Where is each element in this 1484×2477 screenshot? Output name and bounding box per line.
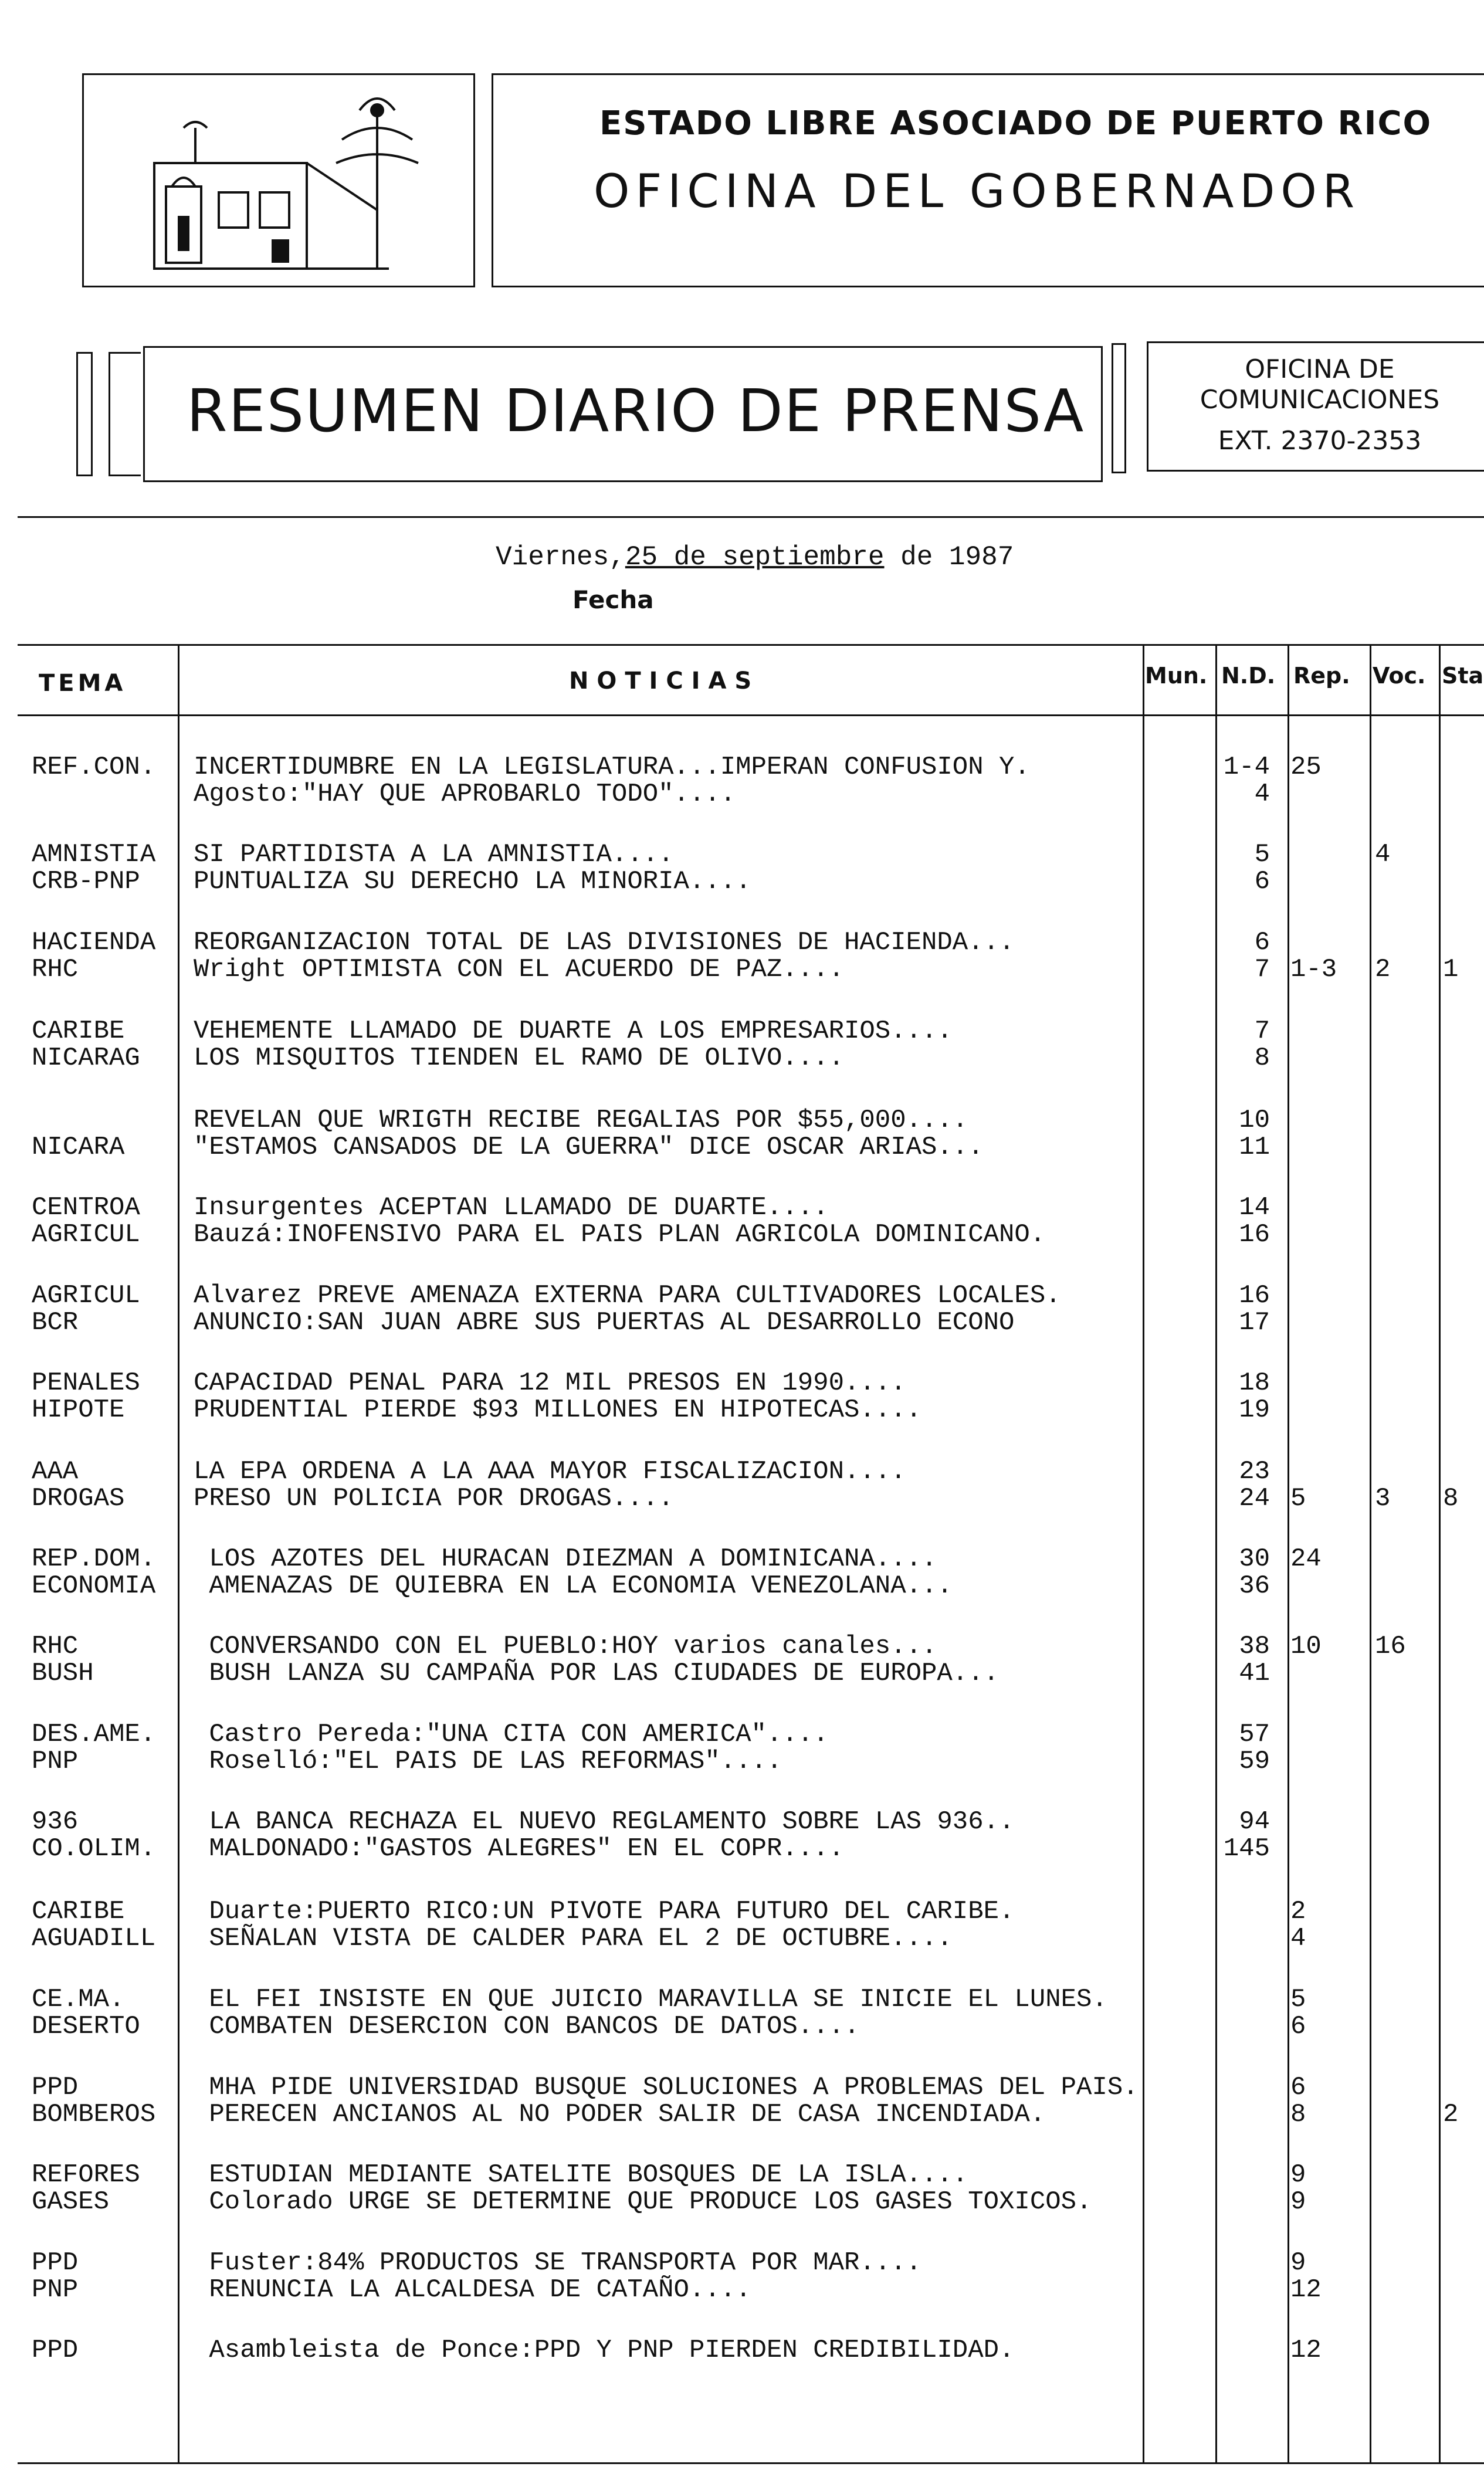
row-headline: Duarte:PUERTO RICO:UN PIVOTE PARA FUTURO DEL CARIBE. [194,1897,1015,1926]
row-rep: 5 [1290,1985,1306,2014]
table-row [0,1308,1484,1367]
row-tema: RHC [32,955,79,984]
table-row [0,2275,1484,2334]
row-voc: 16 [1375,1632,1406,1661]
row-nd: 11 [1239,1133,1270,1162]
row-tema: HIPOTE [32,1395,125,1425]
row-rep: 9 [1290,2187,1306,2217]
row-tema: DESERTO [32,2012,140,2041]
table-row [0,955,1484,1014]
fortaleza-logo [84,75,471,283]
row-tema: CENTROA [32,1193,140,1222]
table-row [0,780,1484,838]
row-nd: 16 [1239,1220,1270,1249]
row-tema: AGRICUL [32,1220,140,1249]
row-tema: CE.MA. [32,1985,125,2014]
row-rep: 4 [1290,1924,1306,1953]
row-headline: AMENAZAS DE QUIEBRA EN LA ECONOMIA VENEZOLANA... [194,1571,953,1601]
row-headline: INCERTIDUMBRE EN LA LEGISLATURA...IMPERAN CONFUSION Y. [194,753,1030,782]
row-tema: DES.AME. [32,1720,156,1749]
row-tema: REF.CON. [32,753,156,782]
row-tema: REFORES [32,2160,140,2190]
row-headline: REVELAN QUE WRIGTH RECIBE REGALIAS POR $55,000.... [194,1106,968,1135]
date-day: Viernes, [496,542,625,572]
date-value: 25 de septiembre [625,542,885,572]
row-headline: LOS AZOTES DEL HURACAN DIEZMAN A DOMINICANA.... [194,1544,937,1574]
row-voc: 4 [1375,840,1391,869]
table-top-rule [18,644,1484,646]
row-nd: 19 [1239,1395,1270,1425]
title-deco-left-2 [109,352,141,476]
row-nd: 18 [1239,1368,1270,1398]
row-headline: PRESO UN POLICIA POR DROGAS.... [194,1484,674,1513]
row-nd: 17 [1239,1308,1270,1337]
row-tema: AGRICUL [32,1281,140,1310]
table-row [0,1571,1484,1630]
row-headline: LA EPA ORDENA A LA AAA MAYOR FISCALIZACION.... [194,1457,906,1486]
row-headline: VEHEMENTE LLAMADO DE DUARTE A LOS EMPRESARIOS.... [194,1016,953,1046]
col-header-tema: TEMA [39,670,127,697]
row-tema: PPD [32,2073,79,2102]
row-headline: LA BANCA RECHAZA EL NUEVO REGLAMENTO SOBRE LAS 936.. [194,1807,1015,1836]
row-nd: 23 [1239,1457,1270,1486]
row-rep: 12 [1290,2275,1322,2305]
row-headline: Asambleista de Ponce:PPD Y PNP PIERDEN CREDIBILIDAD. [194,2336,1015,2365]
row-tema: PNP [32,1747,79,1776]
row-headline: CAPACIDAD PENAL PARA 12 MIL PRESOS EN 1990.... [194,1368,906,1398]
row-tema: PNP [32,2275,79,2305]
row-rep: 25 [1290,753,1322,782]
row-nd: 57 [1239,1720,1270,1749]
row-nd: 94 [1239,1807,1270,1836]
row-headline: Bauzá:INOFENSIVO PARA EL PAIS PLAN AGRICOLA DOMINICANO. [194,1220,1046,1249]
table-row [0,2012,1484,2071]
row-voc: 3 [1375,1484,1391,1513]
row-nd: 7 [1254,1016,1270,1046]
row-headline: SI PARTIDISTA A LA AMNISTIA.... [194,840,674,869]
row-nd: 5 [1254,840,1270,869]
row-tema: AAA [32,1457,79,1486]
row-tema: CO.OLIM. [32,1834,156,1863]
row-tema: BCR [32,1308,79,1337]
row-nd: 10 [1239,1106,1270,1135]
table-header-rule [18,714,1484,716]
row-sta: 8 [1443,1484,1459,1513]
row-nd: 41 [1239,1659,1270,1688]
row-headline: BUSH LANZA SU CAMPAÑA POR LAS CIUDADES DE EUROPA... [194,1659,1000,1688]
row-headline: EL FEI INSISTE EN QUE JUICIO MARAVILLA SE INICIE EL LUNES. [194,1985,1107,2014]
row-tema: 936 [32,1807,79,1836]
row-rep: 10 [1290,1632,1322,1661]
row-tema: REP.DOM. [32,1544,156,1574]
col-header-noticias: N O T I C I A S [569,667,752,694]
col-header-voc: Voc. [1373,663,1426,689]
row-rep: 12 [1290,2336,1322,2365]
row-nd: 30 [1239,1544,1270,1574]
row-nd: 4 [1254,780,1270,809]
row-nd: 16 [1239,1281,1270,1310]
table-row [0,1484,1484,1543]
row-headline: "ESTAMOS CANSADOS DE LA GUERRA" DICE OSCAR ARIAS... [194,1133,984,1162]
row-headline: MHA PIDE UNIVERSIDAD BUSQUE SOLUCIONES A PROBLEMAS DEL PAIS. [194,2073,1139,2102]
row-headline: SEÑALAN VISTA DE CALDER PARA EL 2 DE OCTUBRE.... [194,1924,953,1953]
row-tema: RHC [32,1632,79,1661]
row-tema: DROGAS [32,1484,125,1513]
table-row [0,1395,1484,1454]
comms-line-1: OFICINA DE [1245,354,1395,384]
col-header-sta: Sta [1442,663,1484,689]
row-tema: BOMBEROS [32,2100,156,2129]
table-row [0,1747,1484,1805]
table-row [0,1924,1484,1983]
row-nd: 1-4 [1223,753,1270,782]
row-tema: CRB-PNP [32,867,140,896]
row-sta: 1 [1443,955,1459,984]
comms-line-2: COMUNICACIONES [1200,385,1440,415]
row-tema: PPD [32,2248,79,2278]
row-headline: COMBATEN DESERCION CON BANCOS DE DATOS.... [194,2012,860,2041]
row-headline: PERECEN ANCIANOS AL NO PODER SALIR DE CASA INCENDIADA. [194,2100,1046,2129]
row-rep: 2 [1290,1897,1306,1926]
table-row [0,867,1484,926]
row-rep: 9 [1290,2160,1306,2190]
table-row [0,1834,1484,1893]
row-tema: PPD [32,2336,79,2365]
state-name: ESTADO LIBRE ASOCIADO DE PUERTO RICO [599,104,1432,143]
row-tema: GASES [32,2187,110,2217]
row-nd: 6 [1254,867,1270,896]
table-row [0,1133,1484,1191]
col-header-mun: Mun. [1145,663,1208,689]
logo-box [82,73,475,287]
row-tema: CARIBE [32,1016,125,1046]
row-tema: BUSH [32,1659,94,1688]
table-row [0,2100,1484,2159]
table-row [0,1043,1484,1102]
title-deco-right-1 [1112,343,1126,473]
row-tema: PENALES [32,1368,140,1398]
row-headline: Alvarez PREVE AMENAZA EXTERNA PARA CULTIVADORES LOCALES. [194,1281,1061,1310]
row-headline: Insurgentes ACEPTAN LLAMADO DE DUARTE.... [194,1193,829,1222]
table-row [0,1659,1484,1717]
title-deco-left-1 [76,352,93,476]
table-bottom-rule [18,2462,1484,2464]
row-voc: 2 [1375,955,1391,984]
row-nd: 7 [1254,955,1270,984]
page-title: RESUMEN DIARIO DE PRENSA [187,377,1085,445]
row-headline: Agosto:"HAY QUE APROBARLO TODO".... [194,780,736,809]
row-headline: PRUDENTIAL PIERDE $93 MILLONES EN HIPOTECAS.... [194,1395,922,1425]
office-name: OFICINA DEL GOBERNADOR [594,165,1361,218]
table-row [0,2336,1484,2394]
date-line [496,542,1014,572]
col-header-nd: N.D. [1221,663,1276,689]
comms-line-3: EXT. 2370-2353 [1218,426,1422,456]
row-tema: AMNISTIA [32,840,156,869]
row-nd: 59 [1239,1747,1270,1776]
row-headline: Castro Pereda:"UNA CITA CON AMERICA".... [194,1720,829,1749]
row-nd: 8 [1254,1043,1270,1073]
row-sta: 2 [1443,2100,1459,2129]
row-headline: ANUNCIO:SAN JUAN ABRE SUS PUERTAS AL DESARROLLO ECONO [194,1308,1015,1337]
header-rule [18,516,1484,518]
row-headline: Roselló:"EL PAIS DE LAS REFORMAS".... [194,1747,782,1776]
row-rep: 1-3 [1290,955,1337,984]
row-tema: NICARAG [32,1043,140,1073]
row-nd: 145 [1223,1834,1270,1863]
col-header-rep: Rep. [1293,663,1350,689]
row-nd: 6 [1254,928,1270,957]
date-year: de 1987 [884,542,1014,572]
date-label: Fecha [572,585,654,614]
row-nd: 36 [1239,1571,1270,1601]
row-nd: 24 [1239,1484,1270,1513]
row-headline: PUNTUALIZA SU DERECHO LA MINORIA.... [194,867,751,896]
row-nd: 38 [1239,1632,1270,1661]
row-rep: 6 [1290,2012,1306,2041]
row-rep: 24 [1290,1544,1322,1574]
row-tema: ECONOMIA [32,1571,156,1601]
row-headline: REORGANIZACION TOTAL DE LAS DIVISIONES DE HACIENDA... [194,928,1015,957]
row-headline: LOS MISQUITOS TIENDEN EL RAMO DE OLIVO.... [194,1043,844,1073]
row-headline: ESTUDIAN MEDIANTE SATELITE BOSQUES DE LA ISLA.... [194,2160,968,2190]
row-rep: 5 [1290,1484,1306,1513]
row-headline: Colorado URGE SE DETERMINE QUE PRODUCE LOS GASES TOXICOS. [194,2187,1092,2217]
row-tema: AGUADILL [32,1924,156,1953]
row-headline: Wright OPTIMISTA CON EL ACUERDO DE PAZ.... [194,955,844,984]
row-nd: 14 [1239,1193,1270,1222]
row-tema: CARIBE [32,1897,125,1926]
row-headline: RENUNCIA LA ALCALDESA DE CATAÑO.... [194,2275,751,2305]
table-row [0,1220,1484,1279]
row-headline: Fuster:84% PRODUCTOS SE TRANSPORTA POR MAR.... [194,2248,922,2278]
row-rep: 8 [1290,2100,1306,2129]
row-headline: MALDONADO:"GASTOS ALEGRES" EN EL COPR.... [194,1834,844,1863]
row-tema: HACIENDA [32,928,156,957]
row-tema: NICARA [32,1133,125,1162]
row-rep: 6 [1290,2073,1306,2102]
row-rep: 9 [1290,2248,1306,2278]
row-headline: CONVERSANDO CON EL PUEBLO:HOY varios canales... [194,1632,937,1661]
table-row [0,2187,1484,2246]
